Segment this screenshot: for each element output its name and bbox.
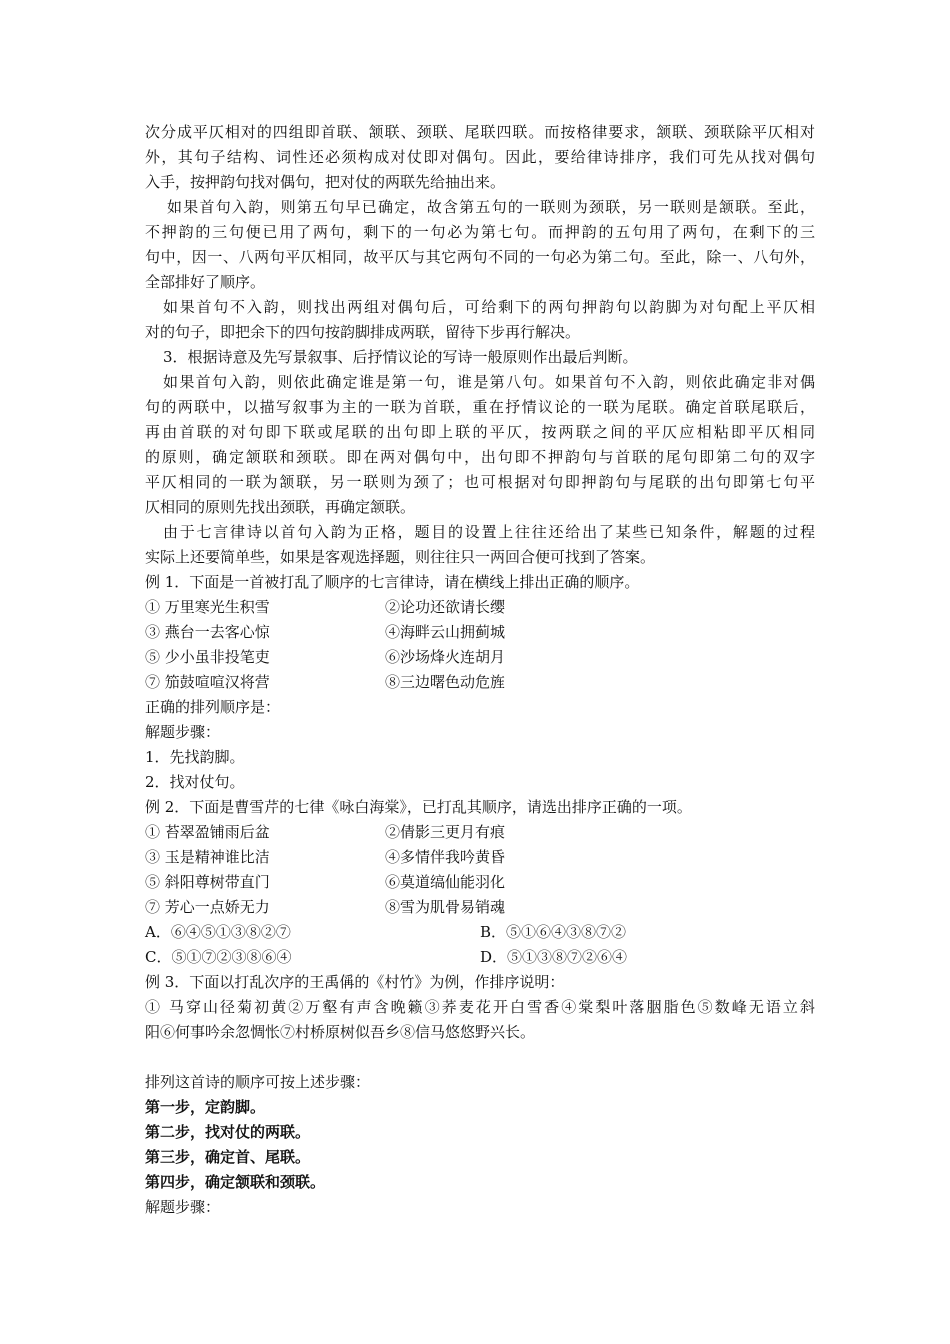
text-line: 再由首联的对句即下联或尾联的出句即上联的平仄，按两联之间的平仄应相粘即平仄相同 [145,423,815,441]
poem-line-pair [145,620,815,645]
poem-text-line: ① 马穿山径菊初黄②万壑有声含晚籁③荞麦花开白雪香④棠梨叶落胭脂色⑤数峰无语立斜 [145,998,815,1016]
text-line: 实际上还要简单些，如果是客观选择题，则往往只一两回合便可找到了答案。 [145,548,656,566]
text-line: 句的两联中，以描写叙事为主的一联为首联，重在抒情议论的一联为尾联。确定首联尾联后， [145,398,815,416]
bold-step: 第四步，确定颔联和颈联。 [145,1173,326,1191]
poem-line: ⑧三边曙色动危旌 [385,673,506,691]
choice-option-c: C．⑤①⑦②③⑧⑥④ [145,948,292,966]
text-line: 如果首句入韵，则依此确定谁是第一句，谁是第八句。如果首句不入韵，则依此确定非对偶 [163,373,815,391]
text-line: 如果首句不入韵，则找出两组对偶句后，可给剩下的两句押韵句以韵脚为对句配上平仄相 [163,298,815,316]
bold-step: 第一步，定韵脚。 [145,1098,266,1116]
step-item: 1．先找韵脚。 [145,748,245,766]
poem-line: ③ 玉是精神谁比洁 [145,848,270,866]
poem-line: ④多情伴我吟黄昏 [385,848,506,866]
text-line: 由于七言律诗以首句入韵为正格，题目的设置上往往还给出了某些已知条件，解题的过程 [163,523,815,541]
poem-line: ⑤ 少小虽非投笔吏 [145,648,270,666]
answer-label: 正确的排列顺序是： [145,698,281,716]
step3-paragraph [145,370,815,520]
example-3 [145,970,815,1220]
example-title: 例 1．下面是一首被打乱了顺序的七言律诗，请在横线上排出正确的顺序。 [145,573,640,591]
poem-line: ⑦ 笳鼓喧喧汉将营 [145,673,270,691]
text-line: 平仄相同的一联为颔联，另一联则为颈了；也可根据对句即押韵句与尾联的出句即第七句平 [145,473,815,491]
poem-line: ⑧雪为肌骨易销魂 [385,898,506,916]
poem-line: ① 万里寒光生积雪 [145,598,270,616]
poem-line: ① 苔翠盈铺雨后盆 [145,823,270,841]
choice-option-b: B．⑤①⑥④③⑧⑦② [480,923,627,941]
poem-text-line: 阳⑥何事吟余忽惆怅⑦村桥原树似吾乡⑧信马悠悠野兴长。 [145,1023,536,1041]
example-title: 例 2．下面是曹雪芹的七律《咏白海棠》，已打乱其顺序，请选出排序正确的一项。 [145,798,692,816]
example-title: 例 3．下面以打乱次序的王禹偁的《村竹》为例，作排序说明： [145,973,565,991]
poem-line: ③ 燕台一去客心惊 [145,623,270,641]
summary-paragraph [145,520,815,570]
steps-label: 解题步骤： [145,1198,221,1216]
poem-line: ⑤ 斜阳尊树带直门 [145,873,270,891]
choice-option-d: D．⑤①③⑧⑦②⑥④ [480,948,628,966]
poem-line-pair [145,870,815,895]
example-2 [145,795,815,970]
bold-step: 第三步，确定首、尾联。 [145,1148,311,1166]
steps-label: 解题步骤： [145,723,221,741]
poem-line: ②倩影三更月有痕 [385,823,506,841]
text-line: 次分成平仄相对的四组即首联、颔联、颈联、尾联四联。而按格律要求，颔联、颈联除平仄相对 [145,123,815,141]
poem-line-pair [145,820,815,845]
text-line: 的原则，确定颔联和颈联。即在两对偶句中，出句即不押韵句与首联的尾句即第二句的双字 [145,448,815,466]
poem-line: ④海畔云山拥蓟城 [385,623,506,641]
step3-heading: 3．根据诗意及先写景叙事、后抒情议论的写诗一般原则作出最后判断。 [163,348,638,366]
text-line: 如果首句入韵，则第五句早已确定，故含第五句的一联则为颈联，另一联则是颔联。至此， [167,198,815,216]
bold-step: 第二步，找对仗的两联。 [145,1123,311,1141]
option-row [145,945,815,970]
choice-option-a: A．⑥④⑤①③⑧②⑦ [145,923,291,941]
text-line: 外，其句子结构、词性还必须构成对仗即对偶句。因此，要给律诗排序，我们可先从找对偶句 [145,148,815,166]
no-rhyme-paragraph [145,295,815,345]
step-item: 2．找对仗句。 [145,773,245,791]
blank-line [145,1045,815,1070]
poem-line-pair [145,645,815,670]
steps-intro: 排列这首诗的顺序可按上述步骤： [145,1073,371,1091]
text-line: 全部排好了顺序。 [145,273,266,291]
document-body [145,120,815,1220]
poem-line-pair [145,595,815,620]
poem-line: ⑥莫道缟仙能羽化 [385,873,506,891]
poem-line-pair [145,895,815,920]
rhyme-first-paragraph [145,195,815,295]
intro-paragraph [145,120,815,195]
text-line: 对的句子，即把余下的四句按韵脚排成两联，留待下步再行解决。 [145,323,581,341]
poem-line-pair [145,670,815,695]
poem-line: ②论功还欲请长缨 [385,598,506,616]
text-line: 仄相同的原则先找出颈联，再确定颔联。 [145,498,416,516]
text-line: 不押韵的三句便已用了两句，剩下的一句必为第七句。而押韵的五句用了两句，在剩下的三 [145,223,815,241]
example-1 [145,570,815,795]
poem-line: ⑥沙场烽火连胡月 [385,648,506,666]
text-line: 句中，因一、八两句平仄相同，故平仄与其它两句不同的一句必为第二句。至此，除一、八句外， [145,248,815,266]
option-row [145,920,815,945]
poem-line-pair [145,845,815,870]
text-line: 入手，按押韵句找对偶句，把对仗的两联先给抽出来。 [145,173,506,191]
poem-line: ⑦ 芳心一点娇无力 [145,898,270,916]
